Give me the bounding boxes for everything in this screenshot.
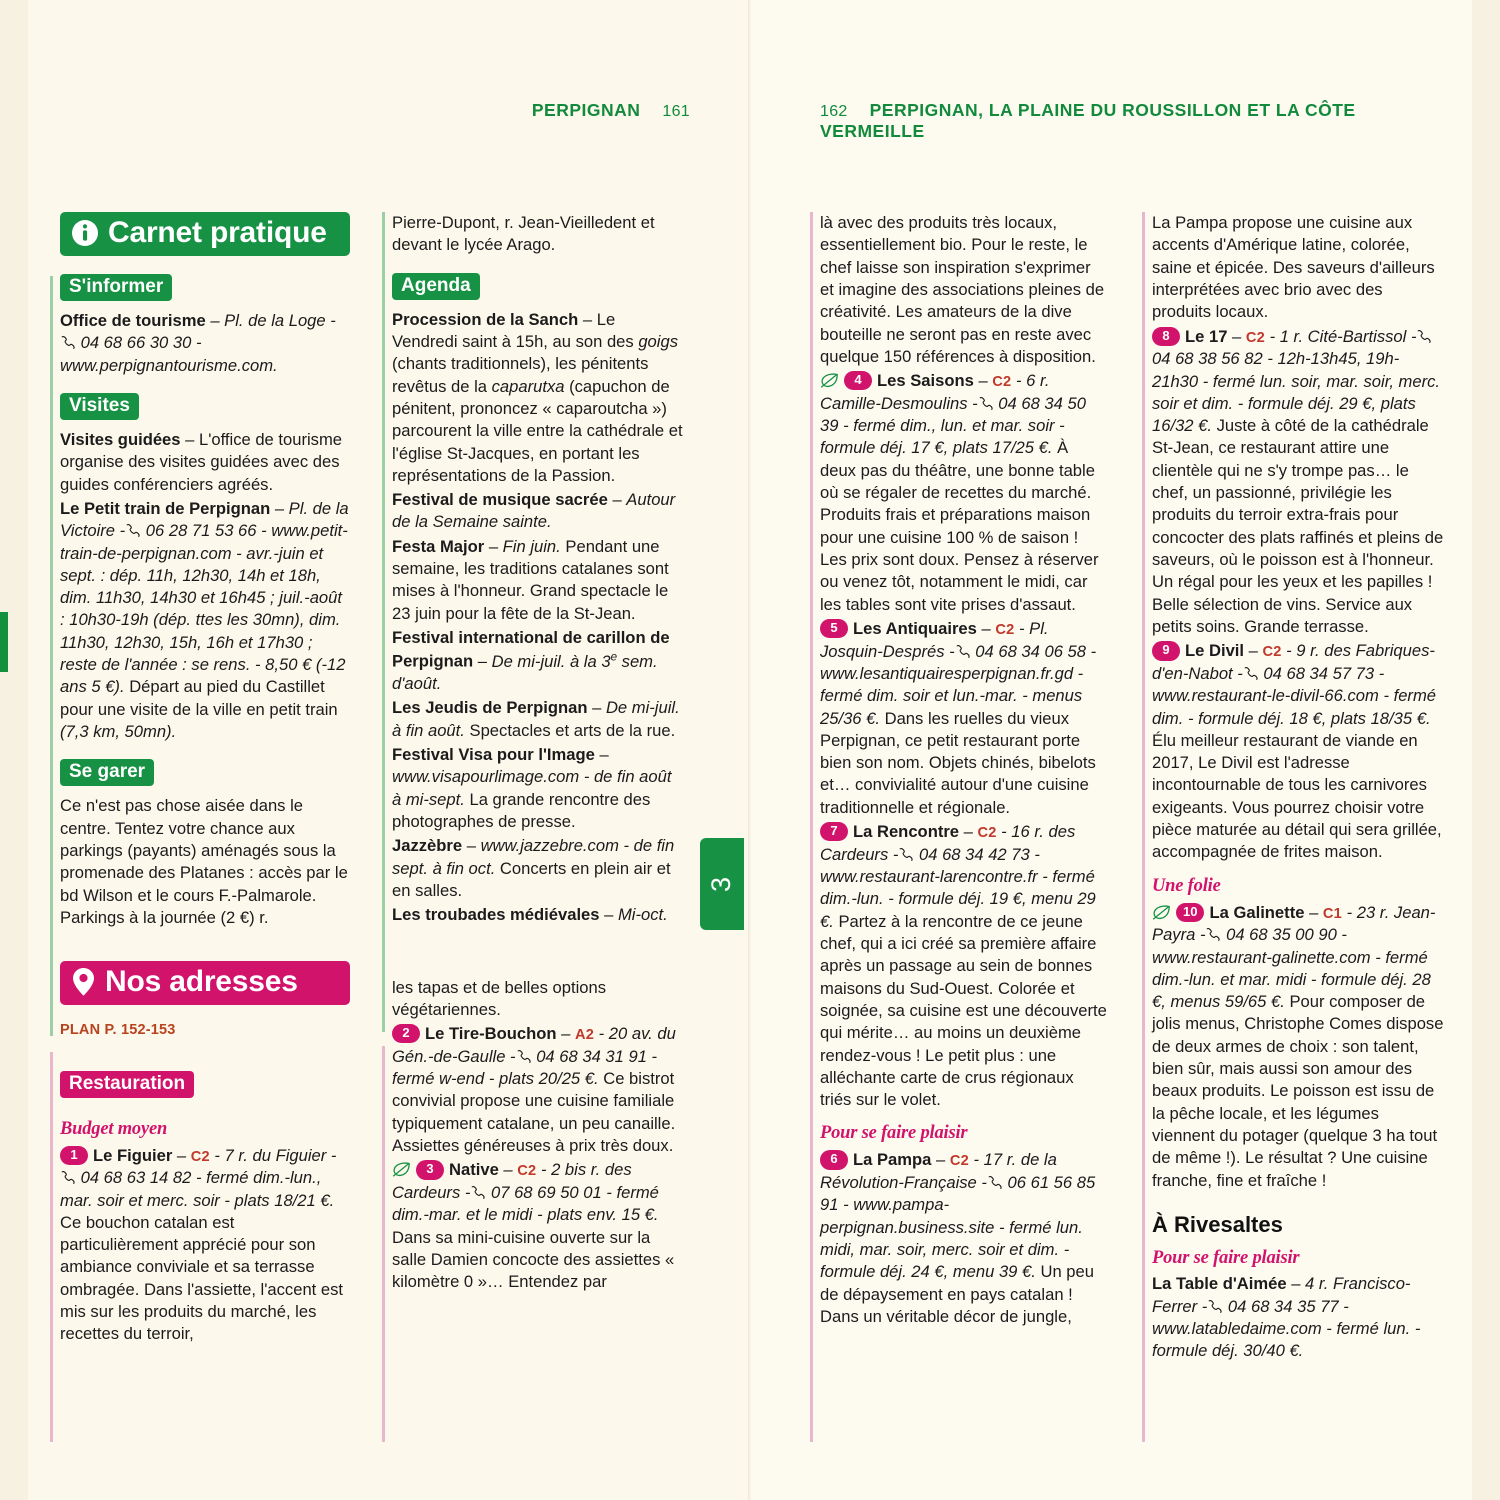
agenda-term: goigs bbox=[638, 331, 678, 351]
phone-icon bbox=[1243, 665, 1258, 680]
agenda-text: Spectacles et arts de la rue. bbox=[464, 720, 676, 740]
agenda-item bbox=[392, 744, 684, 833]
restaurant-entry-9: 9 Le Divil – C2 - 9 r. des Fabriques-d'en-Nabot - 04 68 34 57 73 - www.restaurant-le-divil-66.com - fermé dim. - formule déj. 18 €, plats 18/35 €. Élu meilleur restaurant de viande en 2017, Le Divil est l'adresse incontournable de tous les carnivores exigeants. Vous pourrez choisir votre pièce maturée au détail qui sera grillée, accompagnée de frites maison. bbox=[1152, 641, 1442, 862]
page-number-right: 162 bbox=[820, 103, 848, 120]
restaurant-entry-la-table-daimee bbox=[1152, 1273, 1444, 1362]
agenda-date: www.visapourlimage.com - de fin août à mi-sept. bbox=[392, 767, 672, 809]
dash: – bbox=[599, 905, 618, 925]
entry-petit-train bbox=[60, 498, 350, 743]
map-zone-code: A2 bbox=[574, 1027, 595, 1044]
entry-text: Départ au pied du Castillet pour une visite de la ville en petit train bbox=[60, 677, 338, 719]
restaurant-entry-7: 7 La Rencontre – C2 - 16 r. des Cardeurs - 04 68 34 42 73 - www.restaurant-larencontre.fr - fermé dim.-lun. - formule déj. 19 €, menu 29 €. Partez à la rencontre de ce jeune chef, qui a ici créé sa première affaire après un passage au sein de bonnes maisons du Sud-Ouest. Colorée et soignée, sa cuisine est une découverte qui mérite… au moins un deuxième rendez-vous ! Le petit plus : une alléchante carte de crus régionaux triés sur le volet. bbox=[820, 822, 1107, 1110]
column-rule-4 bbox=[1142, 212, 1145, 1442]
restaurant-entry-1: 1 Le Figuier – C2 - 7 r. du Figuier - 04 68 63 14 82 - fermé dim.-lun., mar. soir et merc. soir - plats 18/21 €. Ce bouchon catalan est particulièrement apprécié pour son ambiance conviviale et sa terrasse ombragée. Dans l'assiette, l'accent est mis sur les produits du marché, les recettes du terroir, bbox=[60, 1145, 344, 1344]
restaurant-detail: - 7 r. du Figuier - 04 68 63 14 82 - fermé dim.-lun., mar. soir et merc. soir - plats 18/21 €. bbox=[60, 1145, 337, 1210]
entry-detail: – Pl. de la Victoire - 06 28 71 53 66 - www.petit-train-de-perpignan.com - avr.-juin et sept. : dép. 11h, 12h30, 14h et 18h, dim. 11h30, 14h30 et 16h45 ; juil.-août : 10h30-19h (dép. ttes les 30mn), dim. 11h30, 12h30, 15h, 16h et 17h30 ; reste de l'année : se rens. - 8,50 € (-12 ans 5 €). bbox=[60, 498, 349, 697]
agenda-title: Festival de musique sacrée bbox=[392, 490, 608, 510]
restaurant-name: La Rencontre bbox=[853, 822, 960, 842]
column-3-continuation: là avec des produits très locaux, essentiellement bio. Pour le reste, le chef laisse son inspiration s'exprimer et imagine des associations pleines de créativité. Les amateurs de la dive bouteille ne seront pas en reste avec quelque 150 références à disposition. bbox=[820, 213, 1105, 366]
column-rule-1b bbox=[50, 1052, 53, 1442]
agenda-text: Pendant une semaine, les traditions catalanes sont mises à l'honneur. Grand spectacle le 23 juin pour la fête de la St-Jean. bbox=[392, 536, 669, 623]
agenda-title: Festa Major bbox=[392, 536, 485, 556]
agenda-date: Mi-oct. bbox=[617, 905, 668, 925]
restaurant-review: Juste à côté de la cathédrale St-Jean, ce restaurant attire une clientèle qui ne s'y trompe pas… le chef, un passionné, privilégie les produits du terroir extra-frais pour concocter des plats raffinés et pleins de saveurs, où le poisson est à l'honneur. Un régal pour les yeux et les papilles ! Belle sélection de vins. Service aux petits soins. Grande terrasse. bbox=[1152, 416, 1444, 636]
restaurant-name: Les Antiquaires bbox=[853, 618, 977, 638]
restaurant-detail: - Pl. Josquin-Després - 04 68 34 06 58 - www.lesantiquairesperpignan.fr.gd - fermé dim. soir et lun.-mar. - menus 25/36 €. bbox=[820, 618, 1097, 728]
entry-se-garer-text: Ce n'est pas chose aisée dans le centre. Tentez votre chance aux parkings (payants) aménagés sous la promenade des Platanes : accès par le bd Wilson et le cours F.-Palmarole. Parkings à la journée (2 €) r. bbox=[60, 796, 348, 927]
agenda-item bbox=[392, 309, 684, 488]
page-number-left: 161 bbox=[662, 103, 690, 120]
restaurant-detail: - 20 av. du Gén.-de-Gaulle - 04 68 34 31 91 - fermé w-end - plats 20/25 €. bbox=[392, 1024, 676, 1089]
restaurant-review: Ce bouchon catalan est particulièrement apprécié pour son ambiance conviviale et sa terrasse ombragée. Dans l'assiette, l'accent est mis sur les produits du marché, les recettes du terroir, bbox=[60, 1212, 344, 1344]
entry-office-de-tourisme bbox=[60, 310, 350, 377]
map-zone-code: C2 bbox=[995, 621, 1015, 638]
phone-icon bbox=[60, 1169, 75, 1184]
restaurant-entry-10: 10 La Galinette – C1 - 23 r. Jean-Payra - 04 68 35 00 90 - www.restaurant-galinette.com - fermé dim.-lun. et mar. midi - formule déj. 28 €, menus 59/65 €. Pour composer de jolis menus, Christophe Comes dispose de deux armes de choix : son talent, bien sûr, mais aussi son amour des beaux produits. Le poisson est issu de la pêche locale, et les légumes viennent du potager (quelque 3 ha tout de même !). Le résultat ? Une cuisine franche, fine et fraîche ! bbox=[1152, 902, 1444, 1190]
phone-icon bbox=[125, 522, 140, 537]
restaurant-review: Ce bistrot convivial propose une cuisine familiale typiquement catalane, un peu canaille. Assiettes généreuses à prix très doux. bbox=[392, 1069, 676, 1156]
agenda-text: (chants traditionnels), les pénitents revêtus de la bbox=[392, 354, 649, 396]
restaurant-name: Le Divil bbox=[1185, 641, 1245, 661]
phone-icon bbox=[1416, 328, 1431, 343]
entry-visites-guidees bbox=[60, 429, 350, 496]
restaurant-detail: - 16 r. des Cardeurs - 04 68 34 42 73 - www.restaurant-larencontre.fr - fermé dim.-lun. - formule déj. 19 €, menu 29 €. bbox=[820, 822, 1096, 931]
thumb-notch bbox=[0, 612, 8, 672]
restaurant-review: Partez à la rencontre de ce jeune chef, qui a ici créé sa première affaire après un passage au sein de bonnes maisons du Sud-Ouest. Colorée et soignée, sa cuisine est une découverte qui mérite… au moins un deuxième rendez-vous ! Le petit plus : une alléchante carte de crus régionaux triés sur le volet. bbox=[820, 911, 1107, 1110]
column-4 bbox=[1152, 212, 1444, 1365]
column-2 bbox=[392, 212, 684, 1296]
restaurant-name: Le 17 bbox=[1185, 326, 1228, 346]
carnet-pratique-title: Carnet pratique bbox=[108, 216, 327, 249]
restaurant-name: Native bbox=[449, 1160, 499, 1180]
phone-icon bbox=[60, 334, 75, 349]
map-number-badge: 9 bbox=[1152, 641, 1180, 660]
dash: – bbox=[473, 651, 492, 671]
chip-agenda: Agenda bbox=[392, 273, 480, 300]
phone-icon bbox=[470, 1184, 485, 1199]
restaurant-name: La Table d'Aimée bbox=[1152, 1274, 1287, 1294]
entry-text: – L'office de tourisme organise des visites guidées avec des guides conférenciers agréés. bbox=[60, 429, 343, 494]
running-title-right: PERPIGNAN, LA PLAINE DU ROUSSILLON ET LA CÔTE VERMEILLE bbox=[820, 100, 1356, 141]
eco-leaf-icon bbox=[820, 372, 839, 387]
restaurant-review: À deux pas du théâtre, une bonne table où se régaler de recettes du marché. Produits frais et préparations maison pour une cuisine 100 % de saison ! Les prix sont doux. Pensez à réserver ou venez tôt, notamment le midi, car les tables sont vite prises d'assaut. bbox=[820, 438, 1099, 614]
running-title-left: PERPIGNAN bbox=[531, 100, 641, 120]
restaurant-review: Un peu de dépaysement en pays catalan ! Dans un véritable décor de jungle, bbox=[820, 1262, 1094, 1326]
map-number-badge: 5 bbox=[820, 619, 848, 638]
map-number-badge: 6 bbox=[820, 1150, 848, 1169]
page-gutter bbox=[748, 0, 752, 1500]
chip-visites: Visites bbox=[60, 393, 139, 420]
agenda-item bbox=[392, 835, 684, 902]
chapter-number: 3 bbox=[706, 876, 737, 892]
plan-reference: PLAN P. 152-153 bbox=[60, 1022, 176, 1039]
entry-text-italic: (7,3 km, 50mn). bbox=[60, 722, 177, 741]
agenda-item bbox=[392, 697, 684, 742]
dash: – bbox=[484, 536, 503, 556]
agenda-title: Procession de la Sanch bbox=[392, 309, 579, 329]
column-3 bbox=[820, 212, 1108, 1330]
agenda-title: Festival Visa pour l'Image bbox=[392, 745, 595, 765]
column-4-continuation: La Pampa propose une cuisine aux accents d'Amérique latine, colorée, saine et épicée. Des saveurs d'ailleurs interprétées avec brio avec des produits locaux. bbox=[1152, 213, 1435, 322]
chip-sinformer: S'informer bbox=[60, 274, 172, 301]
chapter-thumb-tab bbox=[700, 838, 744, 930]
dash: – bbox=[578, 309, 597, 329]
map-number-badge: 7 bbox=[820, 822, 848, 841]
column-2-continuation: Pierre-Dupont, r. Jean-Vieilledent et devant le lycée Arago. bbox=[392, 213, 655, 255]
phone-icon bbox=[955, 643, 970, 658]
restaurant-detail: - 2 bis r. des Cardeurs - 07 68 69 50 01 - fermé dim.-mar. et le midi - plats env. 15 €. bbox=[392, 1160, 659, 1225]
running-head-right bbox=[820, 100, 1460, 142]
entry-detail: – Pl. de la Loge - 04 68 66 30 30 - www.perpignantourisme.com. bbox=[60, 311, 336, 375]
column-1 bbox=[60, 212, 350, 1348]
dash: – bbox=[587, 698, 606, 718]
agenda-title: Festival international de carillon de Perpignan bbox=[392, 628, 670, 671]
restaurant-detail: - 23 r. Jean-Payra - 04 68 35 00 90 - www.restaurant-galinette.com - fermé dim.-lun. et mar. midi - formule déj. 28 €, menus 59/65 €. bbox=[1152, 902, 1436, 1012]
column-rule-3 bbox=[810, 212, 813, 1442]
restaurant-detail: - 9 r. des Fabriques-d'en-Nabot - 04 68 34 57 73 - www.restaurant-le-divil-66.com - fermé dim. - formule déj. 18 €, plats 18/35 €. bbox=[1152, 641, 1437, 728]
map-number-badge: 8 bbox=[1152, 327, 1180, 346]
running-head-left bbox=[380, 100, 690, 121]
map-zone-code: C2 bbox=[1262, 644, 1282, 661]
agenda-term: caparutxa bbox=[491, 376, 565, 396]
eco-leaf-icon bbox=[1152, 904, 1171, 919]
phone-icon bbox=[898, 846, 913, 861]
price-bracket-budget-moyen: Budget moyen bbox=[60, 1118, 168, 1139]
map-zone-code: C2 bbox=[190, 1148, 210, 1165]
map-number-badge: 1 bbox=[60, 1146, 88, 1165]
agenda-title: Jazzèbre bbox=[392, 836, 463, 856]
nos-adresses-title: Nos adresses bbox=[105, 965, 298, 999]
dash: – bbox=[607, 490, 627, 510]
map-zone-code: C2 bbox=[1245, 329, 1265, 346]
agenda-title: Les troubades médiévales bbox=[392, 905, 600, 925]
map-number-badge: 10 bbox=[1176, 903, 1204, 922]
dash: – bbox=[594, 745, 609, 765]
restaurant-entry-2: 2 Le Tire-Bouchon – A2 - 20 av. du Gén.-de-Gaulle - 04 68 34 31 91 - fermé w-end - plats 20/25 €. Ce bistrot convivial propose une cuisine familiale typiquement catalane, un peu canaille. Assiettes généreuses à prix très doux. bbox=[392, 1024, 676, 1156]
phone-icon bbox=[516, 1048, 531, 1063]
entry-title: Le Petit train de Perpignan bbox=[60, 498, 271, 518]
map-zone-code: C2 bbox=[517, 1163, 537, 1180]
agenda-text: Concerts en plein air et en salles. bbox=[392, 858, 671, 900]
restaurant-detail: - 17 r. de la Révolution-Française - 06 61 56 85 91 - www.pampa-perpignan.business.site - fermé lun. midi, mar. soir, merc. soir et dim. - formule déj. 24 €, menu 39 €. bbox=[820, 1150, 1096, 1282]
info-icon bbox=[71, 219, 99, 247]
eco-leaf-icon bbox=[392, 1161, 411, 1176]
restaurant-review: Dans les ruelles du vieux Perpignan, ce petit restaurant porte bien son nom. Objets chinés, bibelots et… convivialité autour d'une cuisine traditionnelle et régionale. bbox=[820, 708, 1096, 817]
restaurant-name: Le Tire-Bouchon bbox=[425, 1024, 557, 1044]
carnet-pratique-banner bbox=[60, 212, 350, 256]
column-rule-1a bbox=[50, 276, 53, 1036]
restaurant-name: La Pampa bbox=[853, 1150, 932, 1170]
map-zone-code: C2 bbox=[992, 374, 1012, 391]
restaurant-detail: - 6 r. Camille-Desmoulins - 04 68 34 50 39 - fermé dim., lun. et mar. soir - formule déj. 17 €, plats 17/25 €. bbox=[820, 371, 1086, 458]
entry-title: Office de tourisme bbox=[60, 311, 206, 330]
map-number-badge: 2 bbox=[392, 1024, 420, 1043]
chip-restauration: Restauration bbox=[60, 1071, 194, 1098]
page-edge-right bbox=[1472, 0, 1500, 1500]
restaurant-continuation: les tapas et de belles options végétariennes. bbox=[392, 977, 607, 1019]
map-zone-code: C1 bbox=[1322, 905, 1342, 922]
restaurant-entry-8: 8 Le 17 – C2 - 1 r. Cité-Bartissol - 04 68 38 56 82 - 12h-13h45, 19h-21h30 - fermé lun. soir, mar. soir, merc. soir et dim. - formule déj. 29 €, plats 16/32 €. Juste à côté de la cathédrale St-Jean, ce restaurant attire une clientèle qui ne s'y trompe pas… le chef, un passionné, privilégie les produits du terroir extra-frais pour concocter des plats raffinés et pleins de saveurs, où le poisson est à l'honneur. Un régal pour les yeux et les papilles ! Belle sélection de vins. Service aux petits soins. Grande terrasse. bbox=[1152, 326, 1444, 636]
column-rule-2b bbox=[382, 1046, 385, 1442]
restaurant-name: La Galinette bbox=[1209, 902, 1305, 922]
price-bracket-pour-se-faire-plaisir: Pour se faire plaisir bbox=[820, 1123, 968, 1144]
phone-icon bbox=[978, 395, 993, 410]
map-zone-code: C2 bbox=[977, 825, 997, 842]
restaurant-review: Pour composer de jolis menus, Christophe Comes dispose de deux armes de choix : son talent, bien sûr, mais aussi son amour des beaux produits. Le poisson est issu de la pêche locale, et les légumes viennent du potager (quelque 3 ha tout de même !). Le résultat ? Une cuisine franche, fine et fraîche ! bbox=[1152, 992, 1444, 1190]
price-bracket-une-folie: Une folie bbox=[1152, 875, 1221, 896]
restaurant-review: Élu meilleur restaurant de viande en 2017, Le Divil est l'adresse incontournable de tous les carnivores exigeants. Vous pourrez choisir votre pièce maturée au détail qui sera grillée, accompagnée de frites maison. bbox=[1152, 730, 1442, 862]
restaurant-entry-4: 4 Les Saisons – C2 - 6 r. Camille-Desmoulins - 04 68 34 50 39 - fermé dim., lun. et mar. soir - formule déj. 17 €, plats 17/25 €. À deux pas du théâtre, une bonne table où se régaler de recettes du marché. Produits frais et préparations maison pour une cuisine 100 % de saison ! Les prix sont doux. Pensez à réserver ou venez tôt, notamment le midi, car les tables sont vite prises d'assaut. bbox=[820, 371, 1099, 614]
restaurant-review: Dans sa mini-cuisine ouverte sur la salle Damien concocte des assiettes « kilomètre 0 »… Entendez par bbox=[392, 1227, 675, 1292]
nos-adresses-banner bbox=[60, 961, 350, 1005]
agenda-item bbox=[392, 627, 684, 695]
chip-se-garer: Se garer bbox=[60, 759, 154, 786]
restaurant-entry-6: 6 La Pampa – C2 - 17 r. de la Révolution-Française - 06 61 56 85 91 - www.pampa-perpignan.business.site - fermé lun. midi, mar. soir, merc. soir et dim. - formule déj. 24 €, menu 39 €. Un peu de dépaysement en pays catalan ! Dans un véritable décor de jungle, bbox=[820, 1150, 1096, 1326]
map-zone-code: C2 bbox=[949, 1153, 969, 1170]
phone-icon bbox=[1207, 1298, 1222, 1313]
page-edge-left bbox=[0, 0, 28, 1500]
map-pin-icon bbox=[71, 967, 96, 997]
price-bracket-pour-se-faire-plaisir: Pour se faire plaisir bbox=[1152, 1247, 1300, 1268]
agenda-item bbox=[392, 489, 684, 534]
restaurant-detail: - 1 r. Cité-Bartissol - 04 68 38 56 82 - 12h-13h45, 19h-21h30 - fermé lun. soir, mar. soir, merc. soir et dim. - formule déj. 29 €, plats 16/32 €. bbox=[1152, 326, 1441, 436]
column-rule-2a bbox=[382, 212, 385, 1032]
phone-icon bbox=[1205, 926, 1220, 941]
agenda-title: Les Jeudis de Perpignan bbox=[392, 698, 588, 718]
dash: – bbox=[462, 836, 481, 856]
restaurant-entry-3: 3 Native – C2 - 2 bis r. des Cardeurs - 07 68 69 50 01 - fermé dim.-mar. et le midi - plats env. 15 €. Dans sa mini-cuisine ouverte sur la salle Damien concocte des assiettes « kilomètre 0 »… Entendez par bbox=[392, 1160, 675, 1292]
locality-heading-rivesaltes: À Rivesaltes bbox=[1152, 1211, 1283, 1237]
restaurant-entry-5: 5 Les Antiquaires – C2 - Pl. Josquin-Després - 04 68 34 06 58 - www.lesantiquairesperpignan.fr.gd - fermé dim. soir et lun.-mar. - menus 25/36 €. Dans les ruelles du vieux Perpignan, ce petit restaurant porte bien son nom. Objets chinés, bibelots et… convivialité autour d'une cuisine traditionnelle et régionale. bbox=[820, 618, 1097, 817]
agenda-item bbox=[392, 536, 684, 625]
agenda-item bbox=[392, 904, 684, 926]
agenda-date: www.jazzebre.com - de fin sept. à fin oct. bbox=[392, 836, 675, 878]
agenda-date: Autour de la Semaine sainte. bbox=[392, 490, 676, 532]
agenda-text: (capuchon de pénitent, prononcez « caparoutcha ») parcourent la ville entre la cathédrale et l'église St-Jacques, en portant les représentations de la Passion. bbox=[392, 376, 683, 485]
map-number-badge: 3 bbox=[416, 1160, 444, 1179]
agenda-date: De mi-juil. à la 3e sem. d'août. bbox=[392, 650, 658, 694]
restaurant-name: Les Saisons bbox=[877, 371, 974, 391]
agenda-text: Le Vendredi saint à 15h, au son des bbox=[392, 309, 639, 351]
agenda-date: De mi-juil. à fin août. bbox=[392, 698, 680, 740]
restaurant-name: Le Figuier bbox=[93, 1145, 173, 1165]
restaurant-detail: – 4 r. Francisco-Ferrer - 04 68 34 35 77 - www.latabledaime.com - fermé lun. - formule déj. 30/40 €. bbox=[1152, 1274, 1421, 1361]
entry-title: Visites guidées bbox=[60, 429, 181, 449]
agenda-date: Fin juin. bbox=[502, 536, 561, 556]
phone-icon bbox=[987, 1174, 1002, 1189]
map-number-badge: 4 bbox=[844, 371, 872, 390]
agenda-text: La grande rencontre des photographes de presse. bbox=[392, 789, 651, 832]
